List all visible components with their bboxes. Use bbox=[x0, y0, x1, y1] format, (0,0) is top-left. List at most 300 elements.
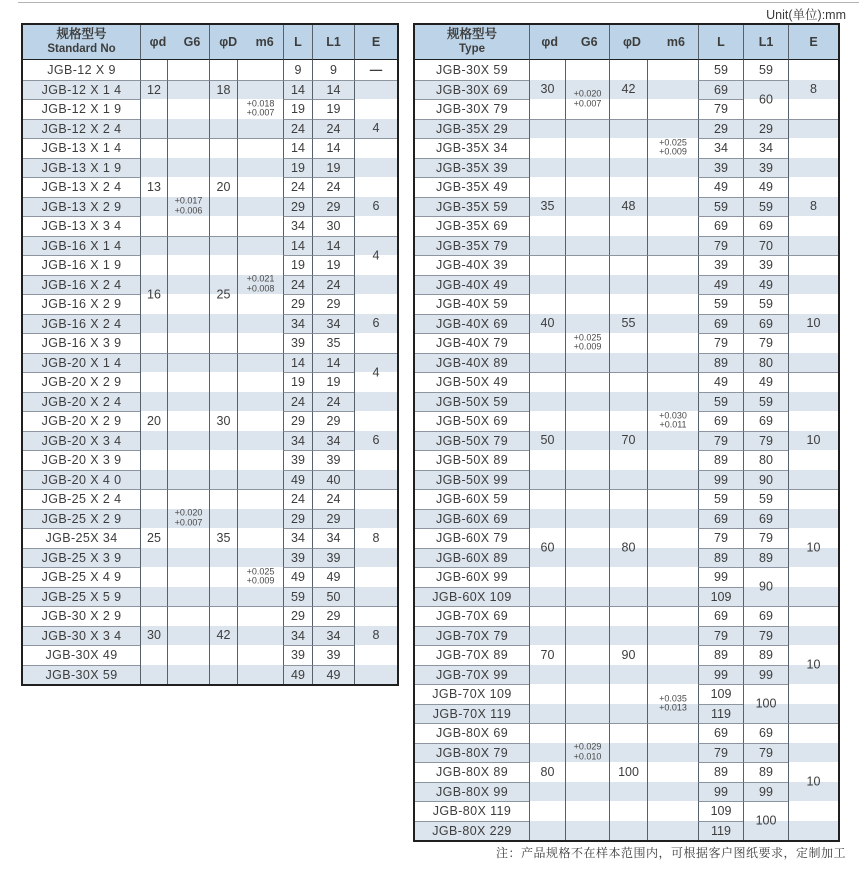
table-row bbox=[415, 353, 838, 373]
cell-d bbox=[529, 275, 565, 295]
header-E: E bbox=[354, 25, 397, 60]
tolerance-value: +0.018 +0.007 bbox=[246, 98, 275, 118]
cell-L: 34 bbox=[283, 626, 312, 646]
cell-L1: 24 bbox=[312, 275, 354, 295]
cell-L1: 49 bbox=[743, 275, 788, 295]
cell-m6 bbox=[237, 99, 283, 119]
cell-d bbox=[529, 392, 565, 412]
table-row bbox=[23, 99, 397, 119]
cell-L: 14 bbox=[283, 236, 312, 256]
cell-m6 bbox=[647, 314, 698, 334]
cell-L1: 80 bbox=[743, 353, 788, 373]
cell-L1: 59 bbox=[743, 197, 788, 217]
cell-E bbox=[788, 450, 838, 470]
cell-g6 bbox=[565, 587, 609, 607]
cell-m6 bbox=[647, 626, 698, 646]
cell-name: JGB-16 X 2 9 bbox=[23, 294, 140, 314]
cell-m6 bbox=[237, 587, 283, 607]
cell-g6 bbox=[565, 762, 609, 782]
cell-g6 bbox=[565, 509, 609, 529]
cell-D: 42 bbox=[209, 626, 237, 646]
cell-E: 6 bbox=[354, 431, 397, 451]
cell-L: 69 bbox=[698, 606, 743, 626]
cell-L1: 34 bbox=[312, 314, 354, 334]
cell-L1: 69 bbox=[743, 411, 788, 431]
cell-d bbox=[140, 216, 167, 236]
cell-name: JGB-60X 109 bbox=[415, 587, 529, 607]
cell-D bbox=[609, 99, 647, 119]
cell-d bbox=[529, 177, 565, 197]
cell-L: 29 bbox=[698, 119, 743, 139]
cell-name: JGB-20 X 2 9 bbox=[23, 372, 140, 392]
cell-name: JGB-40X 49 bbox=[415, 275, 529, 295]
cell-m6 bbox=[237, 470, 283, 490]
table-row bbox=[23, 411, 397, 431]
cell-g6 bbox=[565, 665, 609, 685]
cell-D bbox=[209, 587, 237, 607]
tolerance-value: +0.021 +0.008 bbox=[246, 273, 275, 294]
table-row bbox=[415, 743, 838, 763]
cell-D bbox=[209, 450, 237, 470]
table-row bbox=[23, 197, 397, 217]
cell-L1: 69 bbox=[743, 606, 788, 626]
cell-E bbox=[788, 626, 838, 646]
cell-L1: 69 bbox=[743, 216, 788, 236]
table-row bbox=[415, 431, 838, 451]
cell-D bbox=[609, 704, 647, 724]
cell-D bbox=[609, 236, 647, 256]
cell-L: 39 bbox=[698, 255, 743, 275]
cell-L: 39 bbox=[698, 158, 743, 178]
cell-m6 bbox=[237, 177, 283, 197]
cell-d bbox=[529, 626, 565, 646]
cell-m6 bbox=[647, 216, 698, 236]
cell-D: 55 bbox=[609, 314, 647, 334]
cell-name: JGB-12 X 2 4 bbox=[23, 119, 140, 139]
table-row bbox=[23, 665, 397, 685]
cell-L: 29 bbox=[283, 509, 312, 529]
cell-d bbox=[140, 665, 167, 685]
cell-g6 bbox=[565, 392, 609, 412]
table-row bbox=[415, 782, 838, 802]
cell-L1: 89 bbox=[743, 548, 788, 568]
cell-E: 6 bbox=[354, 197, 397, 217]
cell-name: JGB-12 X 1 9 bbox=[23, 99, 140, 119]
cell-L: 39 bbox=[283, 333, 312, 353]
cell-name: JGB-30 X 2 9 bbox=[23, 606, 140, 626]
cell-L: 89 bbox=[698, 548, 743, 568]
cell-L: 109 bbox=[698, 587, 743, 607]
cell-D bbox=[609, 821, 647, 841]
cell-g6 bbox=[167, 450, 209, 470]
cell-d bbox=[529, 372, 565, 392]
cell-L: 79 bbox=[698, 431, 743, 451]
cell-L1: 59 bbox=[743, 294, 788, 314]
cell-E bbox=[788, 528, 838, 555]
table-row bbox=[415, 236, 838, 256]
cell-L: 14 bbox=[283, 353, 312, 373]
cell-d bbox=[140, 509, 167, 529]
table-row bbox=[23, 138, 397, 158]
table-row bbox=[23, 587, 397, 607]
table-row bbox=[415, 314, 838, 334]
cell-m6 bbox=[647, 684, 698, 713]
cell-name: JGB-40X 89 bbox=[415, 353, 529, 373]
cell-E bbox=[788, 216, 838, 236]
cell-L: 69 bbox=[698, 723, 743, 743]
cell-L1: 89 bbox=[743, 645, 788, 665]
cell-D bbox=[209, 333, 237, 353]
cell-L: 89 bbox=[698, 353, 743, 373]
cell-m6 bbox=[647, 119, 698, 139]
cell-g6 bbox=[167, 158, 209, 178]
cell-L1 bbox=[743, 684, 788, 711]
cell-D: 35 bbox=[209, 528, 237, 548]
cell-d bbox=[529, 801, 565, 821]
table-row bbox=[415, 528, 838, 548]
cell-d bbox=[529, 138, 565, 158]
cell-m6 bbox=[647, 392, 698, 412]
table-row bbox=[415, 275, 838, 295]
cell-L: 9 bbox=[283, 60, 312, 80]
cell-D bbox=[209, 353, 237, 373]
cell-D bbox=[209, 197, 237, 217]
cell-m6 bbox=[647, 801, 698, 821]
cell-d bbox=[140, 138, 167, 158]
cell-m6 bbox=[237, 392, 283, 412]
table-row bbox=[23, 177, 397, 197]
cell-L: 79 bbox=[698, 743, 743, 763]
cell-g6 bbox=[565, 723, 609, 743]
cell-g6 bbox=[167, 333, 209, 353]
cell-L1: 30 bbox=[312, 216, 354, 236]
cell-name: JGB-35X 29 bbox=[415, 119, 529, 139]
cell-E bbox=[788, 275, 838, 295]
cell-name: JGB-16 X 1 4 bbox=[23, 236, 140, 256]
cell-m6 bbox=[237, 275, 283, 295]
cell-L1 bbox=[743, 801, 788, 828]
cell-E bbox=[788, 587, 838, 607]
cell-name: JGB-13 X 2 9 bbox=[23, 197, 140, 217]
cell-d bbox=[140, 392, 167, 412]
table-row bbox=[23, 626, 397, 646]
cell-L1: 90 bbox=[743, 470, 788, 490]
cell-d bbox=[140, 60, 167, 80]
cell-g6 bbox=[565, 216, 609, 236]
cell-D bbox=[209, 489, 237, 509]
table-row bbox=[23, 489, 397, 509]
cell-L1: 29 bbox=[312, 411, 354, 431]
cell-L: 59 bbox=[283, 587, 312, 607]
cell-D bbox=[209, 431, 237, 451]
cell-m6 bbox=[647, 411, 698, 431]
table-row bbox=[23, 275, 397, 295]
cell-name: JGB-70X 109 bbox=[415, 684, 529, 704]
cell-E bbox=[788, 567, 838, 587]
cell-D bbox=[609, 587, 647, 607]
tolerance-value: +0.025 +0.009 bbox=[573, 332, 602, 352]
cell-E bbox=[788, 138, 838, 158]
cell-name: JGB-70X 119 bbox=[415, 704, 529, 724]
cell-d bbox=[140, 489, 167, 509]
cell-name: JGB-60X 59 bbox=[415, 489, 529, 509]
cell-g6 bbox=[167, 587, 209, 607]
cell-E bbox=[788, 236, 838, 256]
table-row bbox=[415, 158, 838, 178]
cell-E bbox=[354, 294, 397, 314]
cell-L: 34 bbox=[283, 314, 312, 334]
cell-g6 bbox=[167, 470, 209, 490]
cell-L: 34 bbox=[283, 528, 312, 548]
cell-m6 bbox=[237, 548, 283, 568]
cell-D bbox=[609, 743, 647, 763]
cell-name: JGB-50X 89 bbox=[415, 450, 529, 470]
cell-m6 bbox=[647, 665, 698, 685]
cell-L: 34 bbox=[283, 431, 312, 451]
cell-d bbox=[140, 314, 167, 334]
cell-D bbox=[209, 509, 237, 529]
cell-name: JGB-20 X 2 9 bbox=[23, 411, 140, 431]
cell-D bbox=[209, 606, 237, 626]
cell-L: 34 bbox=[283, 216, 312, 236]
cell-E bbox=[354, 567, 397, 587]
cell-name: JGB-35X 49 bbox=[415, 177, 529, 197]
merged-cell-value: 10 bbox=[806, 774, 821, 789]
cell-E bbox=[354, 138, 397, 158]
cell-E bbox=[788, 119, 838, 139]
cell-L: 59 bbox=[698, 392, 743, 412]
cell-D: 90 bbox=[609, 645, 647, 665]
cell-d bbox=[529, 294, 565, 314]
cell-D bbox=[609, 684, 647, 704]
cell-E: 8 bbox=[354, 626, 397, 646]
cell-m6 bbox=[237, 294, 283, 314]
cell-L: 99 bbox=[698, 567, 743, 587]
cell-E: — bbox=[354, 60, 397, 80]
cell-name: JGB-30X 69 bbox=[415, 80, 529, 100]
cell-d bbox=[529, 216, 565, 236]
cell-L1: 99 bbox=[743, 782, 788, 802]
cell-D bbox=[609, 723, 647, 743]
cell-L: 39 bbox=[283, 548, 312, 568]
cell-m6 bbox=[237, 528, 283, 548]
cell-L1: 24 bbox=[312, 489, 354, 509]
cell-L: 24 bbox=[283, 177, 312, 197]
cell-g6 bbox=[565, 372, 609, 392]
cell-D bbox=[609, 177, 647, 197]
cell-D bbox=[209, 275, 237, 301]
cell-D bbox=[209, 392, 237, 412]
cell-D bbox=[209, 665, 237, 685]
cell-g6 bbox=[565, 606, 609, 626]
cell-g6 bbox=[167, 138, 209, 158]
cell-m6 bbox=[647, 80, 698, 100]
header-φd-G6: φd G6 bbox=[529, 25, 609, 60]
cell-L: 69 bbox=[698, 411, 743, 431]
header-φd-G6: φd G6 bbox=[140, 25, 209, 60]
cell-m6 bbox=[237, 314, 283, 334]
table-row bbox=[415, 509, 838, 529]
cell-g6 bbox=[565, 704, 609, 724]
cell-D bbox=[609, 782, 647, 802]
table-row bbox=[415, 294, 838, 314]
cell-name: JGB-20 X 3 9 bbox=[23, 450, 140, 470]
cell-E: 10 bbox=[788, 314, 838, 334]
header-L1: L1 bbox=[312, 25, 354, 60]
table-row bbox=[23, 119, 397, 139]
cell-E bbox=[354, 489, 397, 509]
cell-D bbox=[609, 509, 647, 529]
cell-name: JGB-80X 119 bbox=[415, 801, 529, 821]
cell-name: JGB-70X 99 bbox=[415, 665, 529, 685]
cell-L1: 34 bbox=[312, 626, 354, 646]
cell-m6 bbox=[237, 60, 283, 80]
cell-d: 12 bbox=[140, 80, 167, 100]
cell-g6 bbox=[167, 645, 209, 665]
cell-L: 69 bbox=[698, 314, 743, 334]
cell-E: 8 bbox=[788, 197, 838, 217]
cell-L1: 39 bbox=[743, 255, 788, 275]
merged-cell-value: 60 bbox=[540, 540, 555, 555]
cell-L1: 39 bbox=[312, 548, 354, 568]
cell-D bbox=[209, 372, 237, 392]
cell-name: JGB-13 X 3 4 bbox=[23, 216, 140, 236]
cell-name: JGB-13 X 2 4 bbox=[23, 177, 140, 197]
cell-E bbox=[788, 606, 838, 626]
cell-D bbox=[609, 626, 647, 646]
cell-m6 bbox=[647, 509, 698, 529]
cell-name: JGB-80X 99 bbox=[415, 782, 529, 802]
cell-name: JGB-60X 99 bbox=[415, 567, 529, 587]
table-row bbox=[415, 723, 838, 743]
merged-cell-value: 10 bbox=[806, 540, 821, 555]
cell-L: 49 bbox=[698, 275, 743, 295]
cell-L1: 69 bbox=[743, 509, 788, 529]
table-row bbox=[415, 138, 838, 158]
cell-d: 30 bbox=[140, 626, 167, 646]
cell-L: 24 bbox=[283, 489, 312, 509]
cell-name: JGB-60X 89 bbox=[415, 548, 529, 568]
cell-L: 24 bbox=[283, 275, 312, 295]
cell-m6 bbox=[647, 782, 698, 802]
header-model-column: 规格型号 Type bbox=[415, 25, 529, 60]
cell-name: JGB-30X 49 bbox=[23, 645, 140, 665]
cell-d bbox=[529, 665, 565, 685]
cell-D: 48 bbox=[609, 197, 647, 217]
cell-m6 bbox=[647, 567, 698, 587]
cell-L1: 59 bbox=[743, 392, 788, 412]
cell-m6 bbox=[647, 723, 698, 743]
cell-d bbox=[529, 60, 565, 80]
cell-d bbox=[529, 782, 565, 802]
cell-E bbox=[788, 489, 838, 509]
cell-L1 bbox=[743, 80, 788, 106]
cell-L1: 59 bbox=[743, 60, 788, 80]
cell-L1: 19 bbox=[312, 255, 354, 275]
cell-L: 24 bbox=[283, 392, 312, 412]
header-row bbox=[415, 25, 838, 60]
cell-D bbox=[609, 489, 647, 509]
cell-name: JGB-13 X 1 4 bbox=[23, 138, 140, 158]
cell-name: JGB-70X 69 bbox=[415, 606, 529, 626]
cell-d bbox=[529, 489, 565, 509]
cell-E bbox=[788, 392, 838, 412]
cell-d bbox=[140, 450, 167, 470]
table-row bbox=[415, 606, 838, 626]
tolerance-value: +0.025 +0.009 bbox=[659, 137, 687, 157]
cell-d bbox=[529, 333, 565, 353]
cell-m6 bbox=[237, 138, 283, 158]
cell-name: JGB-50X 69 bbox=[415, 411, 529, 431]
cell-d bbox=[529, 255, 565, 275]
cell-D bbox=[209, 138, 237, 158]
cell-name: JGB-40X 59 bbox=[415, 294, 529, 314]
cell-d: 20 bbox=[140, 411, 167, 431]
cell-L: 99 bbox=[698, 782, 743, 802]
cell-g6 bbox=[167, 665, 209, 685]
cell-m6 bbox=[237, 158, 283, 178]
table-row bbox=[415, 684, 838, 704]
cell-g6 bbox=[565, 294, 609, 314]
table-row bbox=[23, 567, 397, 587]
cell-d bbox=[529, 723, 565, 743]
cell-E: 8 bbox=[354, 528, 397, 548]
cell-g6 bbox=[167, 567, 209, 587]
cell-d: 40 bbox=[529, 314, 565, 334]
cell-g6 bbox=[565, 431, 609, 451]
cell-D bbox=[609, 353, 647, 373]
cell-name: JGB-30X 59 bbox=[415, 60, 529, 80]
cell-m6 bbox=[647, 60, 698, 80]
cell-L: 69 bbox=[698, 509, 743, 529]
table-row bbox=[23, 353, 397, 373]
table-row bbox=[415, 372, 838, 392]
merged-cell-value: 100 bbox=[755, 696, 777, 711]
cell-L: 49 bbox=[698, 372, 743, 392]
cell-L: 49 bbox=[283, 470, 312, 490]
cell-g6 bbox=[167, 275, 209, 295]
cell-L: 89 bbox=[698, 762, 743, 782]
cell-L: 79 bbox=[698, 626, 743, 646]
cell-name: JGB-80X 89 bbox=[415, 762, 529, 782]
tolerance-value: +0.030 +0.011 bbox=[659, 410, 687, 430]
cell-D bbox=[609, 567, 647, 587]
cell-g6 bbox=[565, 255, 609, 275]
cell-L1: 19 bbox=[312, 372, 354, 392]
cell-d bbox=[529, 158, 565, 178]
cell-L: 89 bbox=[698, 450, 743, 470]
cell-E bbox=[354, 665, 397, 685]
tolerance-value: +0.020 +0.007 bbox=[573, 88, 602, 108]
cell-D: 30 bbox=[209, 411, 237, 431]
cell-E bbox=[788, 470, 838, 490]
top-rule bbox=[18, 2, 859, 3]
cell-E bbox=[788, 509, 838, 529]
cell-E: 6 bbox=[354, 314, 397, 334]
cell-L1: 40 bbox=[312, 470, 354, 490]
cell-name: JGB-35X 59 bbox=[415, 197, 529, 217]
cell-name: JGB-35X 69 bbox=[415, 216, 529, 236]
cell-L: 19 bbox=[283, 158, 312, 178]
tolerance-value: +0.025 +0.009 bbox=[246, 566, 275, 586]
cell-m6 bbox=[237, 411, 283, 431]
cell-name: JGB-20 X 4 0 bbox=[23, 470, 140, 490]
header-E: E bbox=[788, 25, 838, 60]
cell-d bbox=[529, 567, 565, 587]
cell-m6 bbox=[647, 333, 698, 353]
cell-E: 8 bbox=[788, 80, 838, 100]
cell-D bbox=[609, 801, 647, 821]
